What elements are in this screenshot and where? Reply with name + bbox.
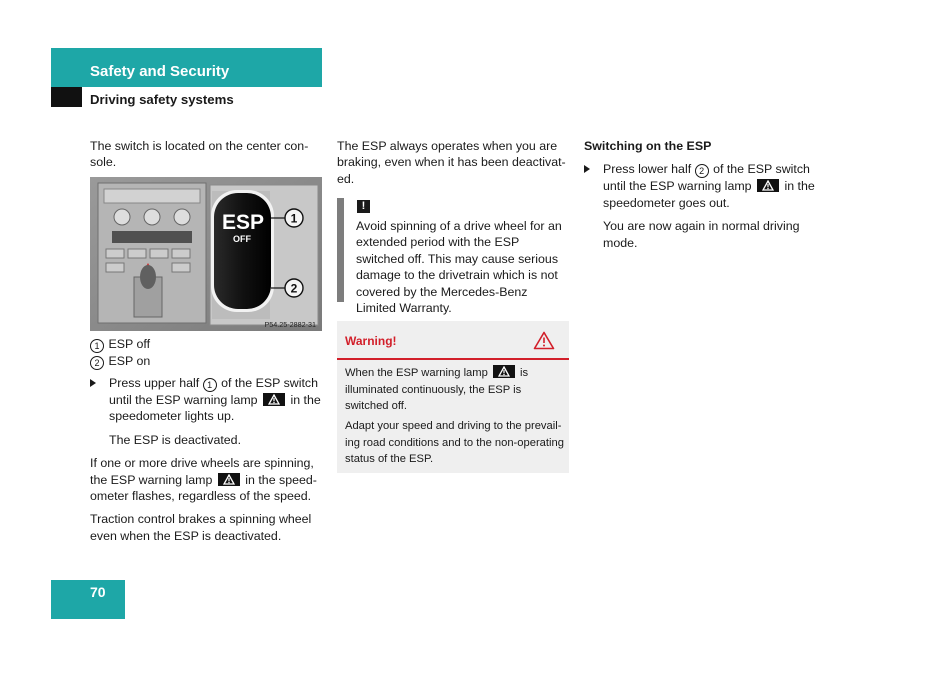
step-result: The ESP is deactivated. — [109, 432, 242, 447]
column-left — [90, 138, 318, 171]
legend-item — [90, 353, 318, 370]
figure-legend — [90, 336, 318, 370]
legend-text: ESP off — [108, 337, 151, 351]
bullet-arrow-icon — [90, 379, 96, 387]
step-result: You are now again in normal driving mode. — [603, 219, 800, 250]
warning-lamp-icon — [218, 473, 240, 486]
notice-text: Avoid spinning of a drive wheel for an extended period with the ESP switched off. This may cause serious damage to the drivetrain which is not covered by the Mercedes-Benz Limited Warranty. — [356, 219, 562, 316]
notice-bar — [337, 198, 344, 302]
legend-item — [90, 336, 318, 353]
step-number: 1 — [203, 378, 217, 392]
switching-on-heading: Switching on the ESP — [584, 139, 712, 153]
console-illustration — [90, 177, 322, 331]
section-title: Safety and Security — [90, 63, 230, 80]
intro-text: The switch is located on the center con-sole. — [90, 139, 309, 170]
instruction-step: Press lower half 2 of the ESP switch until the ESP warning lamp in the speedometer goes out. — [584, 161, 816, 211]
warning-title: Warning! — [345, 334, 397, 348]
notice-box — [337, 198, 569, 316]
subsection-marker — [51, 87, 82, 107]
legend-number: 1 — [90, 339, 104, 353]
warning-paragraph-2: Adapt your speed and driving to the prevail-ing road conditions and to the non-operating status of the ESP. — [345, 420, 564, 465]
spinning-paragraph: If one or more drive wheels are spinning, the ESP warning lamp in the speed-ometer flashes, regardless of the speed. — [90, 456, 317, 504]
off-label: OFF — [233, 234, 251, 244]
esp-label: ESP — [222, 211, 265, 234]
page-number-box — [51, 580, 125, 619]
column-middle — [337, 138, 569, 187]
warning-lamp-icon — [493, 365, 515, 378]
deactivate-instructions — [90, 375, 322, 544]
warning-lamp-icon — [757, 179, 779, 192]
callout-1: 1 — [290, 211, 298, 226]
legend-number: 2 — [90, 356, 104, 370]
esp-switch-figure — [90, 177, 322, 331]
legend-text: ESP on — [108, 354, 151, 368]
esp-operation-text: The ESP always operates when you are braking, even when it has been deactivat-ed. — [337, 139, 566, 186]
warning-panel — [337, 321, 569, 473]
warning-lamp-icon — [263, 393, 285, 406]
warning-paragraph-1: When the ESP warning lamp is illuminated continuously, the ESP is switched off. — [345, 367, 529, 412]
figure-reference: P54.25-2882-31 — [264, 320, 316, 329]
notice-icon: ! — [357, 200, 370, 213]
page-number: 70 — [90, 584, 106, 600]
warning-divider — [337, 358, 569, 360]
step-number: 2 — [695, 164, 709, 178]
subsection-title: Driving safety systems — [90, 92, 234, 107]
callout-2: 2 — [290, 281, 298, 296]
traction-paragraph: Traction control brakes a spinning wheel even when the ESP is deactivated. — [90, 512, 312, 543]
instruction-step: Press upper half 1 of the ESP switch until the ESP warning lamp in the speedometer lights up. — [90, 375, 322, 425]
bullet-arrow-icon — [584, 165, 590, 173]
column-right — [584, 138, 816, 251]
warning-triangle-icon — [533, 331, 555, 350]
